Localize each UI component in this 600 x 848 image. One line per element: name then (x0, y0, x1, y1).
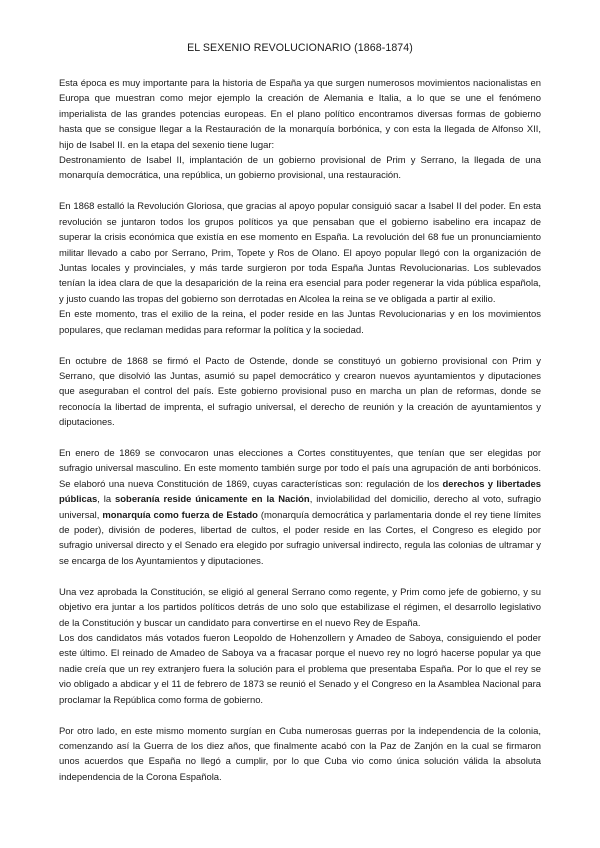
page-title: EL SEXENIO REVOLUCIONARIO (1868-1874) (187, 42, 413, 54)
constitucion-bold-derechos: derechos y libertades públicas (59, 478, 541, 506)
constitucion-text-3: , inviolabilidad del domicilio, derecho al voto, sufragio universal, (59, 494, 541, 521)
paragraph-cuba: Por otro lado, en este mismo momento surgían en Cuba numerosas guerras por la independencia de la colonia, comenzando así la Guerra de los diez años, que finalmente acabó con la Paz de Zanjón en la cual se firmaron unos acuerdos que España no llegó a cumplir, por lo que Cuba vio como única solución válida la absoluta independencia de la Corona Española. (59, 725, 541, 783)
paragraph-intro (59, 76, 541, 184)
constitucion-text-2: , la (97, 494, 116, 506)
document-body (59, 76, 541, 801)
paragraph-intro-text: Esta época es muy importante para la historia de España ya que surgen numerosos movimientos nacionalistas en Europa que muestran como mejor ejemplo la creación de Alemania e Italia, a lo que se une el fenómeno imperialista de las grandes potencias europeas. En el plano político encontramos diversas formas de gobierno hasta que se consigue llegar a la Restauración de la monarquía borbónica, y con esta la llegada de Alfonso XII, hijo de Isabel II. en la etapa del sexenio tiene lugar: (59, 78, 541, 151)
constitucion-text-4: (monarquía democrática y parlamentaria donde el rey tiene límites de poder), división de poderes, libertad de cultos, el poder reside en las Cortes, el Congreso es elegido por sufragio universal directo y el Senado era elegido por sufragio universal indirecto, regula las colonias de ultramar y se encarga de los Ayuntamientos y diputaciones. (59, 509, 541, 567)
paragraph-constitucion (59, 446, 541, 569)
paragraph-amadeo (59, 585, 541, 708)
constitucion-bold-soberania: soberanía reside únicamente en la Nación (115, 494, 310, 506)
paragraph-intro-stages: Destronamiento de Isabel II, implantación de un gobierno provisional de Prim y Serrano, la llegada de una monarquía democrática, una república, un gobierno provisional, una restauración. (59, 155, 541, 182)
paragraph-amadeo-regencia: Una vez aprobada la Constitución, se eligió al general Serrano como regente, y Prim como jefe de gobierno, y su objetivo era juntar a los partidos políticos detrás de uno solo que estabilizase el régimen, el desarrollo legislativo de la Constitución y buscar un candidato para convertirse en el nuevo Rey de España. (59, 586, 541, 629)
paragraph-gloriosa-text: En 1868 estalló la Revolución Gloriosa, que gracias al apoyo popular consiguió sacar a Isabel II del poder. En esta revolución se juntaron todos los grupos políticos ya que pensaban que el gobierno isabelino era incapaz de superar la crisis económica que existía en ese momento en España. La revolución del 68 fue un pronunciamiento militar llevado a cabo por Serrano, Prim, Topete y Ros de Olano. El apoyo popular llegó con la organización de Juntas locales y provinciales, y más tarde surgieron por toda España Juntas Revolucionarias. Los sublevados tenían la idea clara de que la desaparición de la reina era esencial para poder regenerar la vida pública española, y justo cuando las tropas del gobierno son derrotadas en Alcolea la reina se ve obligada a partir al exilio. (59, 201, 541, 305)
paragraph-amadeo-reinado: Los dos candidatos más votados fueron Leopoldo de Hohenzollern y Amadeo de Saboya, consiguiendo el poder este último. El reinado de Amadeo de Saboya va a fracasar porque el nuevo rey no logró hacerse popular ya que nadie creía que un rey extranjero fuera la solución para el problema que presentaba España. Por lo que el rey se vio obligado a abdicar y el 11 de febrero de 1873 se reunió el Senado y el Congreso en la Asamblea Nacional para proclamar la República como forma de gobierno. (59, 633, 541, 706)
paragraph-gloriosa (59, 199, 541, 338)
constitucion-text-1: En enero de 1869 se convocaron unas elecciones a Cortes constituyentes, que tenían que ser elegidas por sufragio universal masculino. En este momento también surge por todo el país una agrupación de anti borbónicos. Se elaboró una nueva Constitución de 1869, cuyas características son: regulación de los (59, 448, 541, 490)
paragraph-ostende: En octubre de 1868 se firmó el Pacto de Ostende, donde se constituyó un gobierno provisional con Prim y Serrano, que disolvió las Juntas, asumió su papel democrático y crearon nuevos ayuntamientos y diputaciones que aseguraban el control del país. Este gobierno provisional puso en marcha un plan de reformas, donde se reconocía la libertad de imprenta, el sufragio universal, el derecho de reunión y la creación de ayuntamientos y diputaciones. (59, 355, 541, 429)
paragraph-gloriosa-juntas: En este momento, tras el exilio de la reina, el poder reside en las Juntas Revolucionarias y en los movimientos populares, que reclaman medidas para reformar la política y la sociedad. (59, 309, 541, 336)
constitucion-bold-monarquia: monarquía como fuerza de Estado (102, 509, 258, 521)
